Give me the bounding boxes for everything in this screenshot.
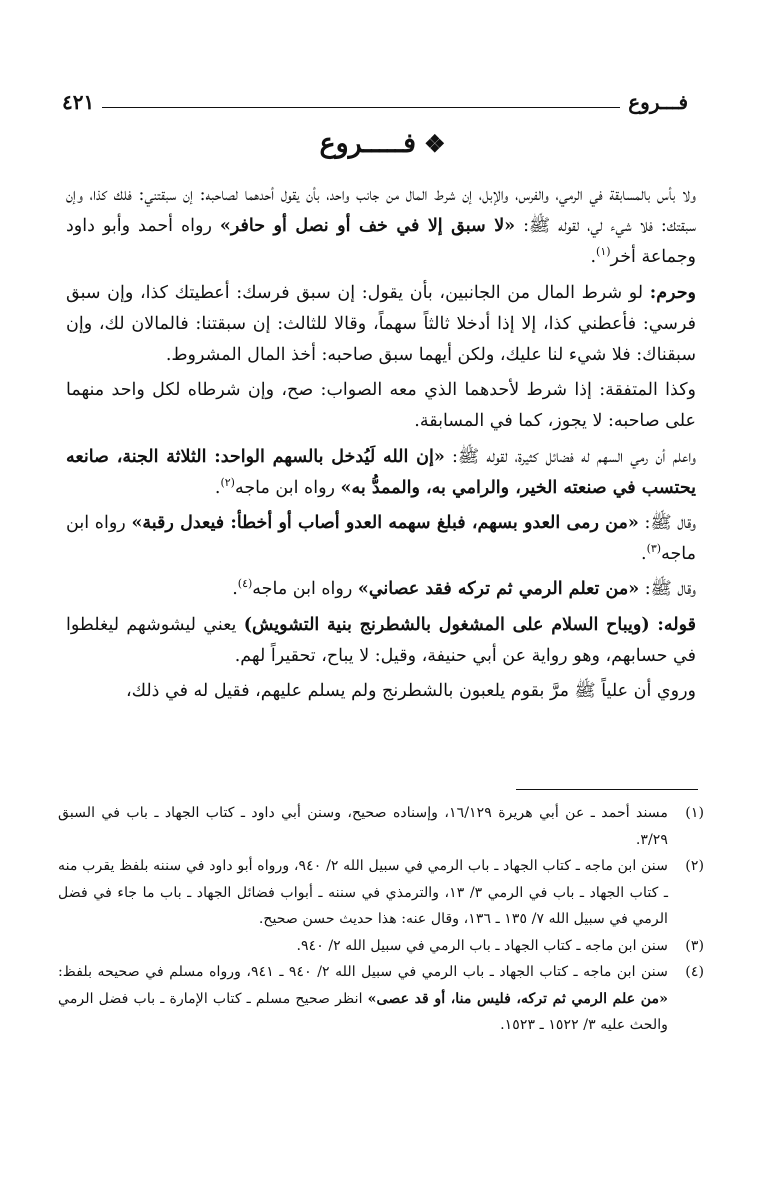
text: رواه أحمد وأبو داود وجماعة أخر [66,216,696,268]
footnote [58,800,704,853]
section-title [0,128,765,159]
footnote-ref[interactable]: (٤) [237,577,253,591]
ornament-icon: ❖ [424,129,446,158]
text: وروي أن علياً ﷺ مرَّ بقوم يلعبون بالشطرنج ولم يسلم عليهم، فقيل له في ذلك، [125,681,696,702]
footnote-text: مسند أحمد ـ عن أبي هريرة ١٦/١٢٩، وإسناده صحيح، وسنن أبي داود ـ كتاب الجهاد ـ باب في السبق ٣/٢٩. [58,805,668,848]
text: رواه ابن ماجه [234,477,341,498]
footnote-ref[interactable]: (٣) [646,542,662,556]
matn-quote: (ويباح السلام على المشغول بالشطرنج بنية التشويش) [243,614,658,635]
text: وقال ﷺ: [638,513,696,534]
footnote-divider [516,789,698,790]
paragraph [66,676,696,707]
footnote-text: سنن ابن ماجه ـ كتاب الجهاد ـ باب الرمي في سبيل الله ٢/ ٩٤٠، ورواه أبو داود في سننه بلفظ يقرب منه ـ كتاب الجهاد ـ باب في الرمي ٣/ ١٣، والترمذي في سننه ـ أبواب فضائل الجهاد ـ باب ما جاء في فضل الرمي في سبيل الله ٧/ ١٣٥ ـ ١٣٦، وقال عنه: هذا حديث حسن صحيح. [58,858,668,927]
footnote-ref[interactable]: (١) [596,245,611,259]
hadith-quote: «إن الله لَيُدخل بالسهم الواحد: الثلاثة الجنة، صانعه يحتسب في صنعته الخير، والرامي به، والممدُّ به» [66,446,696,498]
paragraph [66,375,696,437]
running-title: فـــروع [628,90,688,114]
footnote-number: (٢) [685,858,704,874]
footnote-number: (٤) [685,964,704,980]
footnotes [58,800,704,1039]
term-lead: وحرم: [649,282,696,303]
hadith-quote: «من تعلم الرمي ثم تركه فقد عصاني» [357,579,640,600]
text: يعني ليشوشهم ليغلطوا في حسابهم، وهو رواية عن أبي حنيفة، وقيل: لا يباح، تحقيراً لهم. [66,614,696,666]
text: انظر صحيح مسلم ـ كتاب الإمارة ـ باب فضل الرمي والحث عليه ٣/ ١٥٢٢ ـ ١٥٢٣. [58,990,668,1033]
page-number: ٤٢١ [62,90,95,114]
paragraph: ولا بأس بالمسابقة في الرمي، والفرس، والإبل، إن شرط المال من جانب واحد، بأن يقول أحدهما لصاحبه: إن سبقتني: فلك كذا، وإن سبقتك: فلا شيء لي، لقوله ﷺ: «لا سبق إلا في خف أو نصل أو حافر» رواه أحمد وأبو داود وجماعة أخر$^{(١)}$. [66,185,696,268]
text: ولا بأس بالمسابقة في الرمي، والفرس، والإبل، إن شرط المال من جانب واحد، بأن يقول أحدهما لصاحبه: إن سبقتني: فلك كذا، وإن سبقتك: فلا شيء لي، لقوله ﷺ: [66,185,696,237]
text: وقال ﷺ: [639,579,696,600]
footnote [58,959,704,1039]
term-lead: قوله: [657,614,696,635]
paragraph [66,610,696,672]
footnote-number: (٣) [685,937,704,954]
main-text [66,180,696,707]
paragraph: واعلم أن رمي السهم له فضائل كثيرة، لقوله ﷺ: «إن الله لَيُدخل بالسهم الواحد: الثلاثة الجنة، صانعه يحتسب في صنعته الخير، والرامي به، والممدُّ به» رواه ابن ماجه$^{(٢)}$. [66,446,696,498]
paragraph: وقال ﷺ: «من رمى العدو بسهم، فبلغ سهمه العدو أصاب أو أخطأ: فيعدل رقبة» رواه ابن ماجه$^{(٣)}$. [66,513,696,565]
paragraph [66,278,696,372]
footnote [58,853,704,933]
footnote-ref[interactable]: (٢) [220,476,235,489]
text: وكذا المتفقة: إذا شرط لأحدهما الذي معه الصواب: صح، وإن شرطاه لكل واحد منهما على صاحبه: لا يجوز، كما في المسابقة. [66,380,696,432]
footnote-text: سنن ابن ماجه ـ كتاب الجهاد ـ باب الرمي في سبيل الله ٢/ ٩٤٠. [296,937,668,954]
footnote [58,933,704,960]
footnote-text [58,959,668,1039]
section-title-text: فـــــروع [319,128,416,159]
text: واعلم أن رمي السهم له فضائل كثيرة، لقوله ﷺ: [444,446,696,467]
text: رواه ابن ماجه [252,579,358,600]
running-header [62,86,688,114]
text: رواه ابن ماجه [66,513,696,565]
hadith-quote: «لا سبق إلا في خف أو نصل أو حافر» [219,216,516,237]
footnote-number: (١) [685,805,704,821]
text: سنن ابن ماجه ـ كتاب الجهاد ـ باب الرمي في سبيل الله ٢/ ٩٤٠ ـ ٩٤١، ورواه مسلم في صحيحه بلفظ: [58,964,668,980]
paragraph: وقال ﷺ: «من تعلم الرمي ثم تركه فقد عصاني» رواه ابن ماجه$^{(٤)}$. [232,577,696,600]
header-rule [102,107,620,108]
hadith-quote: «من علم الرمي ثم تركه، فليس منا، أو قد عصى» [367,990,668,1007]
hadith-quote: «من رمى العدو بسهم، فبلغ سهمه العدو أصاب أو أخطأ: فيعدل رقبة» [131,513,639,534]
text: لو شرط المال من الجانبين، بأن يقول: إن سبق فرسك: أعطيتك كذا، وإن سبق فرسي: فأعطني كذا، إلا إذا أدخلا ثالثاً سهماً، وقالا للثالث: إن سبقتنا: فالمالان لك، وإن سبقناك: فلا شيء لنا عليك، ولكن أيهما سبق صاحبه: أخذ المال المشروط. [66,282,696,366]
